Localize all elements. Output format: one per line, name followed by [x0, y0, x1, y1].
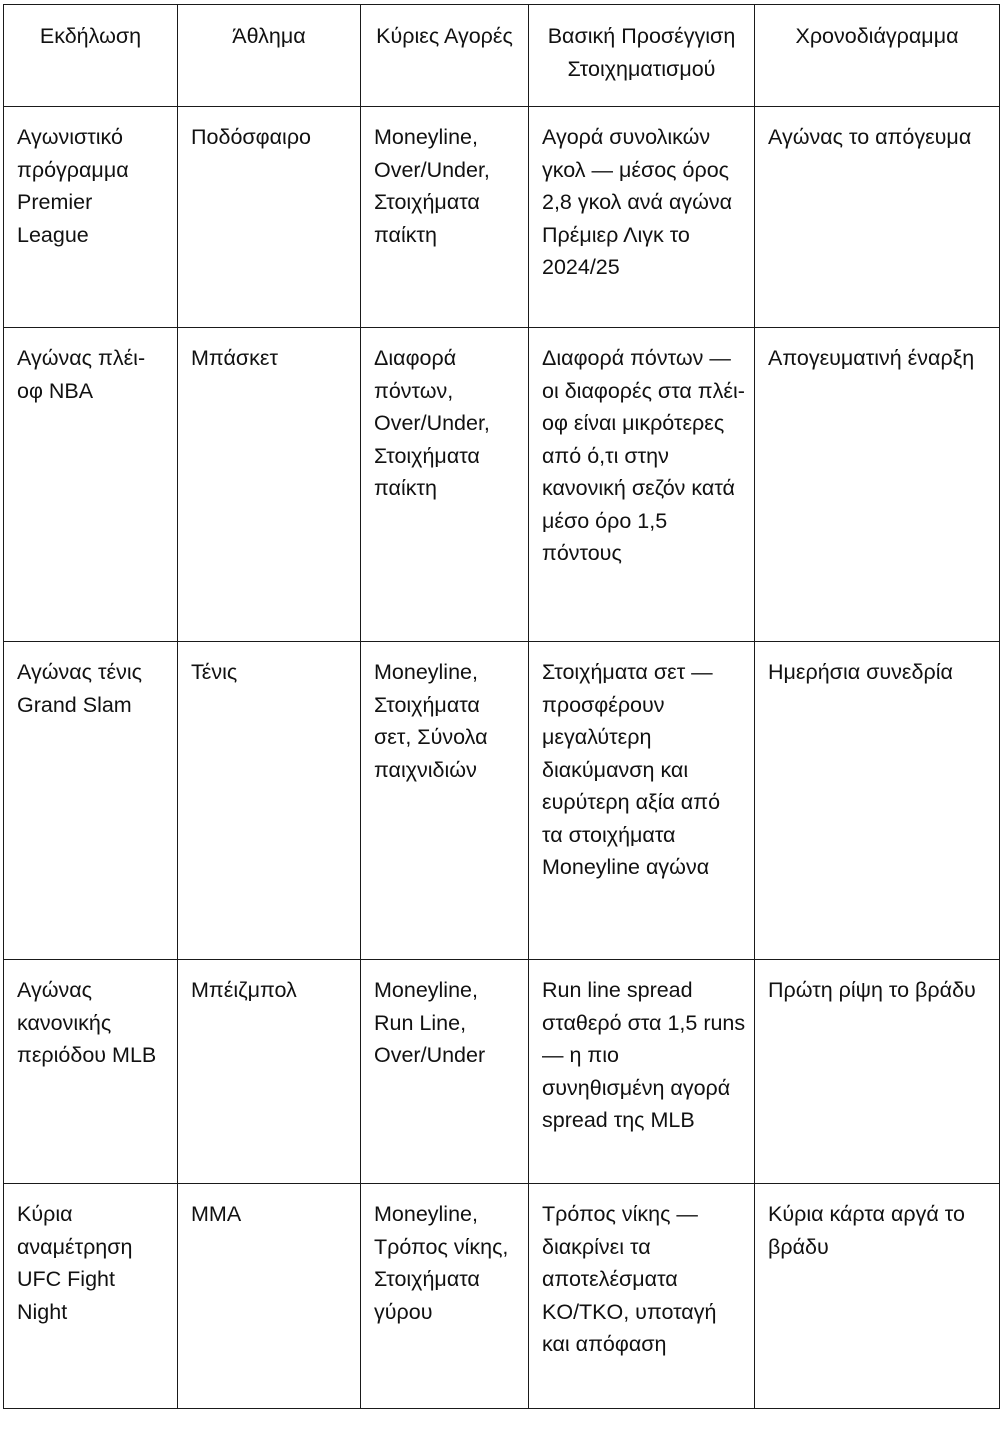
cell-markets: Moneyline, Στοιχήματα σετ, Σύνολα παιχνιδιών: [361, 642, 529, 960]
cell-timing: Κύρια κάρτα αργά το βράδυ: [755, 1184, 1000, 1409]
cell-markets: Διαφορά πόντων, Over/Under, Στοιχήματα παίκτη: [361, 328, 529, 642]
cell-event: Αγώνας κανονικής περιόδου MLB: [4, 960, 178, 1184]
table-row: [4, 960, 1000, 1184]
cell-approach: Αγορά συνολικών γκολ — μέσος όρος 2,8 γκολ ανά αγώνα Πρέμιερ Λιγκ το 2024/25: [529, 107, 755, 328]
cell-event: Αγώνας πλέι-οφ NBA: [4, 328, 178, 642]
cell-sport: Τένις: [178, 642, 361, 960]
header-timing: Χρονοδιάγραμμα: [755, 5, 1000, 107]
cell-timing: Απογευματινή έναρξη: [755, 328, 1000, 642]
header-event: Εκδήλωση: [4, 5, 178, 107]
table-header-row: [4, 5, 1000, 107]
cell-approach: Run line spread σταθερό στα 1,5 runs — η πιο συνηθισμένη αγορά spread της MLB: [529, 960, 755, 1184]
header-markets: Κύριες Αγορές: [361, 5, 529, 107]
table-row: [4, 107, 1000, 328]
header-sport: Άθλημα: [178, 5, 361, 107]
cell-timing: Αγώνας το απόγευμα: [755, 107, 1000, 328]
cell-markets: Moneyline, Run Line, Over/Under: [361, 960, 529, 1184]
cell-approach: Διαφορά πόντων — οι διαφορές στα πλέι-οφ είναι μικρότερες από ό,τι στην κανονική σεζόν κατά μέσο όρο 1,5 πόντους: [529, 328, 755, 642]
cell-sport: Ποδόσφαιρο: [178, 107, 361, 328]
cell-approach: Τρόπος νίκης — διακρίνει τα αποτελέσματα KO/TKO, υποταγή και απόφαση: [529, 1184, 755, 1409]
cell-event: Κύρια αναμέτρηση UFC Fight Night: [4, 1184, 178, 1409]
cell-timing: Πρώτη ρίψη το βράδυ: [755, 960, 1000, 1184]
cell-sport: Μπέιζμπολ: [178, 960, 361, 1184]
cell-event: Αγωνιστικό πρόγραμμα Premier League: [4, 107, 178, 328]
cell-approach: Στοιχήματα σετ — προσφέρουν μεγαλύτερη διακύμανση και ευρύτερη αξία από τα στοιχήματα Moneyline αγώνα: [529, 642, 755, 960]
cell-markets: Moneyline, Τρόπος νίκης, Στοιχήματα γύρου: [361, 1184, 529, 1409]
cell-event: Αγώνας τένις Grand Slam: [4, 642, 178, 960]
table-row: [4, 328, 1000, 642]
table-row: [4, 1184, 1000, 1409]
cell-sport: MMA: [178, 1184, 361, 1409]
cell-markets: Moneyline, Over/Under, Στοιχήματα παίκτη: [361, 107, 529, 328]
cell-timing: Ημερήσια συνεδρία: [755, 642, 1000, 960]
header-approach: Βασική Προσέγγιση Στοιχηματισμού: [529, 5, 755, 107]
events-table: [3, 4, 1000, 1409]
table-row: [4, 642, 1000, 960]
cell-sport: Μπάσκετ: [178, 328, 361, 642]
